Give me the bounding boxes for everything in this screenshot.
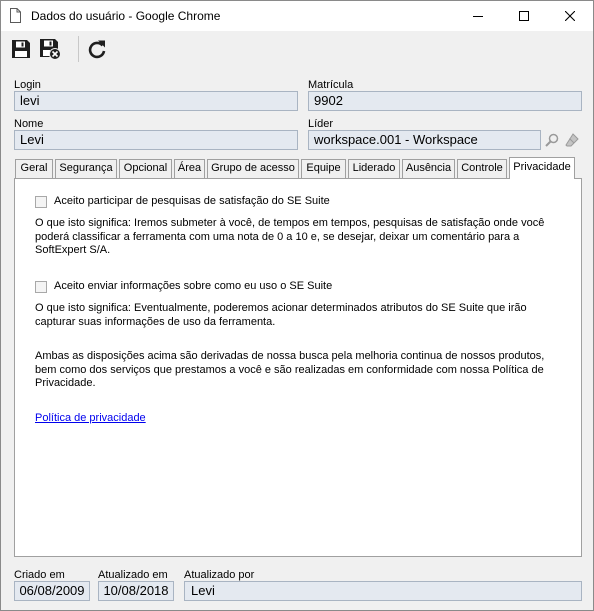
tab-opcional[interactable]: Opcional (119, 159, 172, 178)
close-button[interactable] (547, 1, 593, 31)
tab-controle[interactable]: Controle (457, 159, 507, 178)
description-line: O que isto significa: Iremos submeter à você, de tempos em tempos, pesquisas de satisfação onde você (35, 217, 545, 229)
criado-em-label: Criado em (14, 569, 65, 581)
close-icon (565, 11, 575, 21)
atualizado-em-field[interactable]: 10/08/2018 (98, 581, 174, 601)
satisfaction-survey-description (35, 217, 575, 258)
refresh-button[interactable] (85, 37, 109, 61)
maximize-icon (519, 11, 529, 21)
lider-clear-button[interactable] (563, 131, 581, 149)
satisfaction-survey-checkbox[interactable] (35, 196, 47, 208)
magnifier-icon (545, 133, 559, 147)
lider-label: Líder (308, 118, 334, 130)
tab-equipe[interactable]: Equipe (301, 159, 346, 178)
lider-field[interactable]: workspace.001 - Workspace (308, 130, 541, 150)
eraser-icon (565, 133, 579, 147)
toolbar-separator (78, 36, 79, 62)
tab-ausencia[interactable]: Ausência (402, 159, 455, 178)
nome-field[interactable]: Levi (14, 130, 298, 150)
description-line: capturar suas informações de uso da ferramenta. (35, 315, 276, 328)
tab-seguranca[interactable]: Segurança (55, 159, 117, 178)
minimize-icon (473, 11, 483, 21)
note-line: Ambas as disposições acima são derivadas de nossa busca pela melhoria continua de nossos produtos, (35, 350, 545, 362)
usage-data-description (35, 302, 575, 329)
privacy-policy-link[interactable]: Política de privacidade (35, 412, 146, 424)
save-button[interactable] (9, 37, 33, 61)
tab-liderado[interactable]: Liderado (348, 159, 400, 178)
description-line: SoftExpert S/A. (35, 244, 111, 256)
login-label: Login (14, 79, 41, 91)
maximize-button[interactable] (501, 1, 547, 31)
floppy-disk-close-icon (39, 38, 61, 60)
lider-search-button[interactable] (543, 131, 561, 149)
usage-data-checkbox[interactable] (35, 281, 47, 293)
criado-em-field[interactable]: 06/08/2009 (14, 581, 90, 601)
title-bar (1, 1, 593, 31)
description-line: poderá classificar a ferramenta com uma nota de 0 a 10 e, se desejar, deixar um comentário para a (35, 230, 520, 243)
window-title: Dados do usuário - Google Chrome (31, 9, 221, 23)
toolbar (1, 31, 593, 67)
tab-grupo-de-acesso[interactable]: Grupo de acesso (207, 159, 299, 178)
floppy-disk-icon (11, 39, 31, 59)
atualizado-em-label: Atualizado em (98, 569, 168, 581)
login-field[interactable]: levi (14, 91, 298, 111)
minimize-button[interactable] (455, 1, 501, 31)
note-line: bem como dos serviços que prestamos a você e são realizadas em conformidade com nossa Política de (35, 363, 544, 376)
refresh-icon (87, 39, 107, 59)
nome-label: Nome (14, 118, 44, 130)
tab-area[interactable]: Área (174, 159, 205, 178)
satisfaction-survey-label[interactable]: Aceito participar de pesquisas de satisfação do SE Suite (54, 195, 330, 207)
usage-data-label[interactable]: Aceito enviar informações sobre como eu uso o SE Suite (54, 280, 333, 292)
tab-privacidade[interactable]: Privacidade (509, 157, 575, 179)
matricula-label: Matrícula (308, 79, 354, 91)
document-icon (10, 8, 21, 23)
note-line: Privacidade. (35, 377, 96, 389)
matricula-field[interactable]: 9902 (308, 91, 582, 111)
tab-geral[interactable]: Geral (15, 159, 53, 178)
save-close-button[interactable] (38, 37, 62, 61)
privacy-panel (14, 178, 582, 557)
atualizado-por-label: Atualizado por (184, 569, 255, 581)
privacy-note (35, 350, 575, 391)
atualizado-por-field[interactable]: Levi (184, 581, 582, 601)
description-line: O que isto significa: Eventualmente, poderemos acionar determinados atributos do SE Suite que irão (35, 302, 527, 314)
